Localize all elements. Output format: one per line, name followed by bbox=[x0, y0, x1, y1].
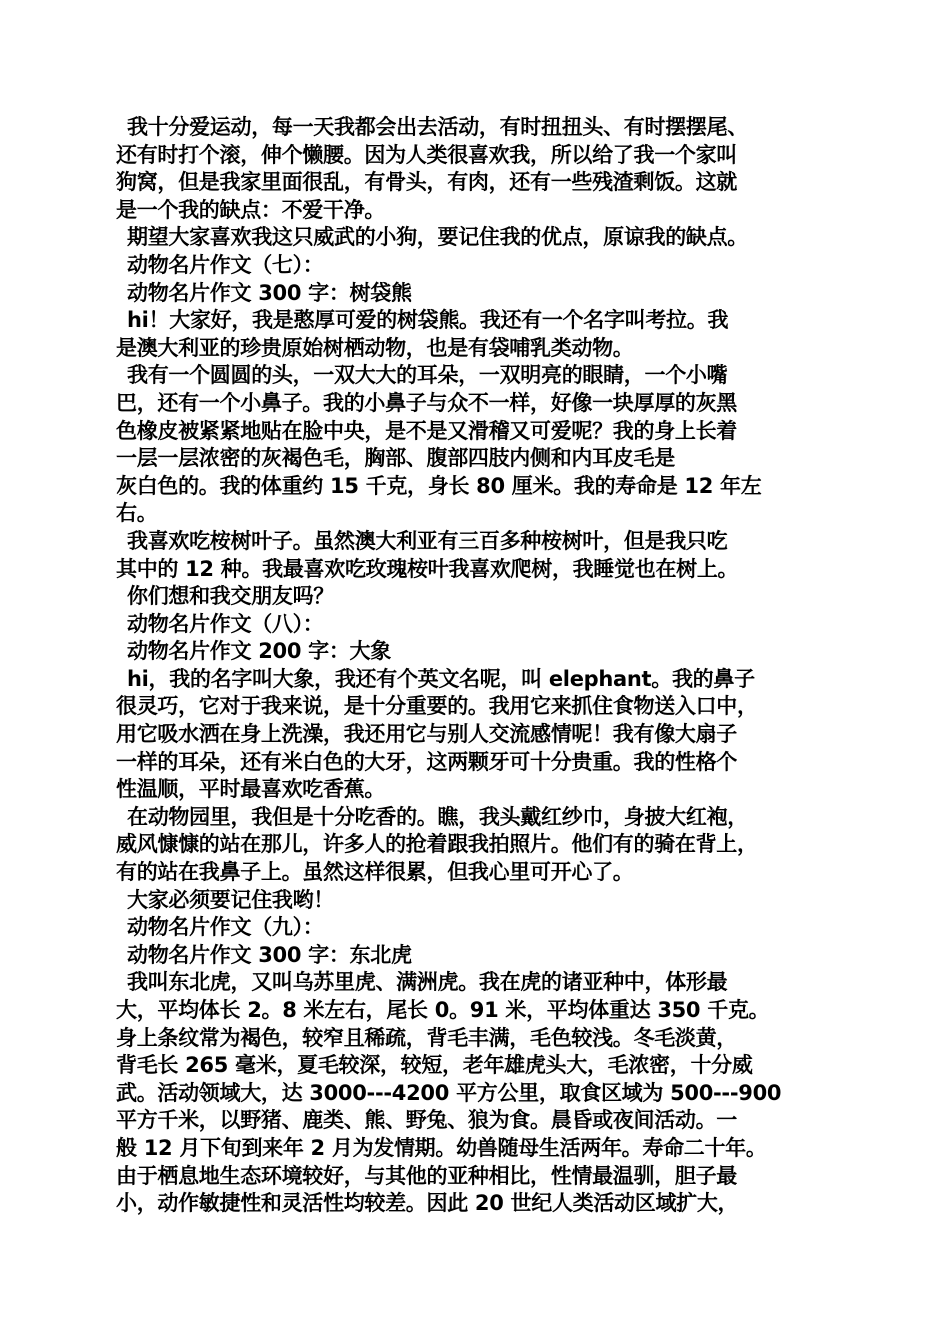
text-line: 色橡皮被紧紧地贴在脸中央，是不是又滑稽又可爱呢？我的身上长着 bbox=[116, 418, 737, 443]
text-line: 威风慷慷的站在那儿，许多人的抢着跟我拍照片。他们有的骑在背上， bbox=[116, 832, 758, 857]
text-line: 你们想和我交朋友吗？ bbox=[127, 584, 334, 609]
paragraph bbox=[116, 252, 850, 280]
text-line: 由于栖息地生态环境较好，与其他的亚种相比，性情最温驯，胆子最 bbox=[116, 1163, 737, 1188]
text-line: 其中的 12 种。我最喜欢吃玫瑰桉叶我喜欢爬树，我睡觉也在树上。 bbox=[116, 556, 739, 581]
text-line: 我有一个圆圆的头，一双大大的耳朵，一双明亮的眼睛，一个小嘴 bbox=[127, 363, 728, 388]
document-body bbox=[116, 114, 850, 1218]
paragraph bbox=[116, 114, 850, 224]
paragraph bbox=[116, 224, 850, 252]
text-line: 灰白色的。我的体重约 15 千克，身长 80 厘米。我的寿命是 12 年左 bbox=[116, 473, 762, 498]
text-line: 小，动作敏捷性和灵活性均较差。因此 20 世纪人类活动区域扩大， bbox=[116, 1191, 739, 1216]
text-line: 我喜欢吃桉树叶子。虽然澳大利亚有三百多种桉树叶，但是我只吃 bbox=[127, 528, 728, 553]
paragraph bbox=[116, 887, 850, 915]
text-line: hi，我的名字叫大象，我还有个英文名呢，叫 elephant。我的鼻子 bbox=[127, 666, 755, 691]
text-line: 大家必须要记住我哟！ bbox=[127, 887, 334, 912]
text-line: 平方千米，以野猪、鹿类、熊、野兔、狼为食。晨昏或夜间活动。一 bbox=[116, 1108, 737, 1133]
text-line: 一层一层浓密的灰褐色毛，胸部、腹部四肢内侧和内耳皮毛是 bbox=[116, 446, 675, 471]
paragraph bbox=[116, 914, 850, 942]
text-line: 性温顺，平时最喜欢吃香蕉。 bbox=[116, 777, 386, 802]
text-line: 期望大家喜欢我这只威武的小狗，要记住我的优点，原谅我的缺点。 bbox=[127, 225, 748, 250]
text-line: 一样的耳朵，还有米白色的大牙，这两颗牙可十分贵重。我的性格个 bbox=[116, 749, 737, 774]
text-line: 般 12 月下旬到来年 2 月为发情期。幼兽随母生活两年。寿命二十年。 bbox=[116, 1135, 767, 1160]
text-line: 还有时打个滚，伸个懒腰。因为人类很喜欢我，所以给了我一个家叫 bbox=[116, 142, 737, 167]
text-line: 用它吸水洒在身上洗澡，我还用它与别人交流感情呢！我有像大扇子 bbox=[116, 722, 737, 747]
paragraph bbox=[116, 362, 850, 528]
paragraph bbox=[116, 942, 850, 970]
text-line: 动物名片作文（九）： bbox=[127, 915, 324, 940]
text-line: 右。 bbox=[116, 501, 158, 526]
text-line: 是一个我的缺点：不爱干净。 bbox=[116, 197, 386, 222]
text-line: 有的站在我鼻子上。虽然这样很累，但我心里可开心了。 bbox=[116, 860, 634, 885]
text-line: 动物名片作文（八）： bbox=[127, 611, 324, 636]
paragraph bbox=[116, 638, 850, 666]
paragraph bbox=[116, 307, 850, 362]
paragraph bbox=[116, 804, 850, 887]
text-line: 大，平均体长 2。8 米左右，尾长 0。91 米，平均体重达 350 千克。 bbox=[116, 998, 770, 1022]
text-line: 动物名片作文 300 字：东北虎 bbox=[127, 942, 412, 967]
text-line: 我十分爱运动，每一天我都会出去活动，有时扭扭头、有时摆摆尾、 bbox=[127, 115, 748, 139]
text-line: 动物名片作文（七）： bbox=[127, 252, 324, 277]
paragraph bbox=[116, 528, 850, 583]
paragraph bbox=[116, 280, 850, 308]
text-line: 狗窝，但是我家里面很乱，有骨头，有肉，还有一些残渣剩饭。这就 bbox=[116, 170, 737, 195]
text-line: 武。活动领域大，达 3000---4200 平方公里，取食区域为 500---900 bbox=[116, 1080, 782, 1105]
text-line: 动物名片作文 200 字：大象 bbox=[127, 639, 391, 664]
text-line: 我叫东北虎，又叫乌苏里虎、满洲虎。我在虎的诸亚种中，体形最 bbox=[127, 970, 728, 995]
text-line: 身上条纹常为褐色，较窄且稀疏，背毛丰满，毛色较浅。冬毛淡黄， bbox=[116, 1025, 737, 1050]
text-line: 在动物园里，我但是十分吃香的。瞧，我头戴红纱巾，身披大红袍， bbox=[127, 804, 748, 829]
paragraph bbox=[116, 666, 850, 804]
text-line: 动物名片作文 300 字：树袋熊 bbox=[127, 280, 412, 305]
text-line: 是澳大利亚的珍贵原始树栖动物，也是有袋哺乳类动物。 bbox=[116, 335, 634, 360]
text-line: 巴，还有一个小鼻子。我的小鼻子与众不一样，好像一块厚厚的灰黑 bbox=[116, 390, 737, 415]
paragraph bbox=[116, 611, 850, 639]
text-line: 背毛长 265 毫米，夏毛较深，较短，老年雄虎头大，毛浓密，十分威 bbox=[116, 1053, 753, 1078]
text-line: hi！大家好，我是憨厚可爱的树袋熊。我还有一个名字叫考拉。我 bbox=[127, 308, 729, 333]
paragraph bbox=[116, 969, 850, 1217]
text-line: 很灵巧，它对于我来说，是十分重要的。我用它来抓住食物送入口中， bbox=[116, 694, 758, 719]
paragraph bbox=[116, 583, 850, 611]
